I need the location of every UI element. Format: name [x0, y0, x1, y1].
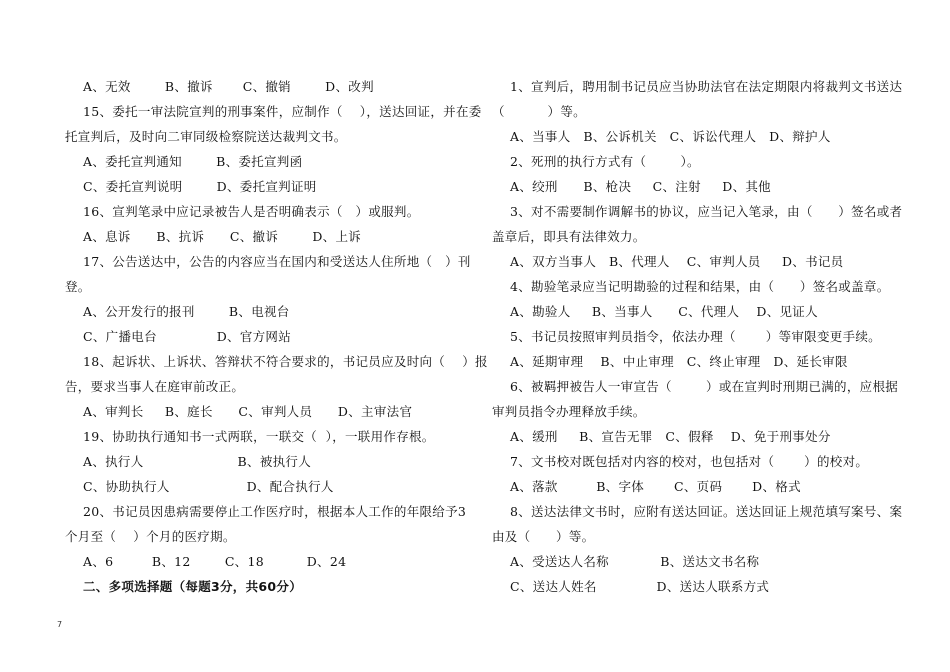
- text-line: C、委托宣判说明 D、委托宣判证明: [83, 179, 317, 194]
- text-line: 登。: [65, 279, 91, 294]
- text-line: 2、死刑的执行方式有（ ）。: [510, 154, 700, 169]
- text-line: 1、宣判后，聘用制书记员应当协助法官在法定期限内将裁判文书送达: [510, 79, 903, 94]
- text-line: 由及（ ）等。: [492, 529, 595, 544]
- text-line: 16、宣判笔录中应记录被告人是否明确表示（ ）或服判。: [83, 204, 420, 219]
- text-line: A、息诉 B、抗诉 C、撤诉 D、上诉: [83, 229, 362, 244]
- text-line: A、延期审理 B、中止审理 C、终止审理 D、延长审限: [510, 354, 848, 369]
- text-line: 6、被羁押被告人一审宣告（ ）或在宣判时刑期已满的，应根据: [510, 379, 899, 394]
- text-line: C、送达人姓名 D、送达人联系方式: [510, 579, 770, 594]
- text-line: 20、书记员因患病需要停止工作医疗时，根据本人工作的年限给予3: [83, 504, 467, 519]
- text-line: 5、书记员按照审判员指令，依法办理（ ）等审限变更手续。: [510, 329, 881, 344]
- text-line: A、执行人 B、被执行人: [83, 454, 312, 469]
- text-line: 15、委托一审法院宣判的刑事案件，应制作（ ），送达回证，并在委: [83, 104, 482, 119]
- text-line: 8、送达法律文书时，应附有送达回证。送达回证上规范填写案号、案: [510, 504, 903, 519]
- text-line: 17、公告送达中，公告的内容应当在国内和受送达人住所地（ ）刊: [83, 254, 471, 269]
- text-line: 18、起诉状、上诉状、答辩状不符合要求的，书记员应及时向（ ）报: [83, 354, 488, 369]
- text-line: A、绞刑 B、枪决 C、注射 D、其他: [510, 179, 771, 194]
- left-column: [65, 74, 488, 599]
- text-line: A、双方当事人 B、代理人 C、审判人员 D、书记员: [510, 254, 844, 269]
- text-line: A、审判长 B、庭长 C、审判人员 D、主审法官: [83, 404, 413, 419]
- text-line: 个月至（ ）个月的医疗期。: [65, 529, 236, 544]
- text-line: （ ）等。: [492, 104, 586, 119]
- page-number: 7: [57, 620, 63, 629]
- right-column: [492, 74, 902, 599]
- text-line: C、广播电台 D、官方网站: [83, 329, 292, 344]
- text-line: 盖章后，即具有法律效力。: [492, 229, 646, 244]
- text-line: 告，要求当事人在庭审前改正。: [65, 379, 245, 394]
- text-line: 3、对不需要制作调解书的协议，应当记入笔录，由（ ）签名或者: [510, 204, 903, 219]
- text-line: A、委托宣判通知 B、委托宣判函: [83, 154, 303, 169]
- text-line: A、勘验人 B、当事人 C、代理人 D、见证人: [510, 304, 818, 319]
- text-line: A、当事人 B、公诉机关 C、诉讼代理人 D、辩护人: [510, 129, 831, 144]
- text-line: 19、协助执行通知书一式两联，一联交（ ），一联用作存根。: [83, 429, 435, 444]
- text-line: A、公开发行的报刊 B、电视台: [83, 304, 290, 319]
- text-line: 托宣判后，及时向二审同级检察院送达裁判文书。: [65, 129, 347, 144]
- text-line: C、协助执行人 D、配合执行人: [83, 479, 334, 494]
- text-line: 审判员指令办理释放手续。: [492, 404, 646, 419]
- text-line: A、无效 B、撤诉 C、撤销 D、改判: [83, 79, 374, 94]
- section-heading: 二、多项选择题（每题3分，共60分）: [83, 579, 302, 594]
- text-line: 4、勘验笔录应当记明勘验的过程和结果，由（ ）签名或盖章。: [510, 279, 890, 294]
- text-line: A、受送达人名称 B、送达文书名称: [510, 554, 760, 569]
- text-line: 7、文书校对既包括对内容的校对，也包括对（ ）的校对。: [510, 454, 869, 469]
- text-line: A、6 B、12 C、18 D、24: [83, 554, 347, 569]
- text-line: A、缓刑 B、宣告无罪 C、假释 D、免于刑事处分: [510, 429, 831, 444]
- text-line: A、落款 B、字体 C、页码 D、格式: [510, 479, 801, 494]
